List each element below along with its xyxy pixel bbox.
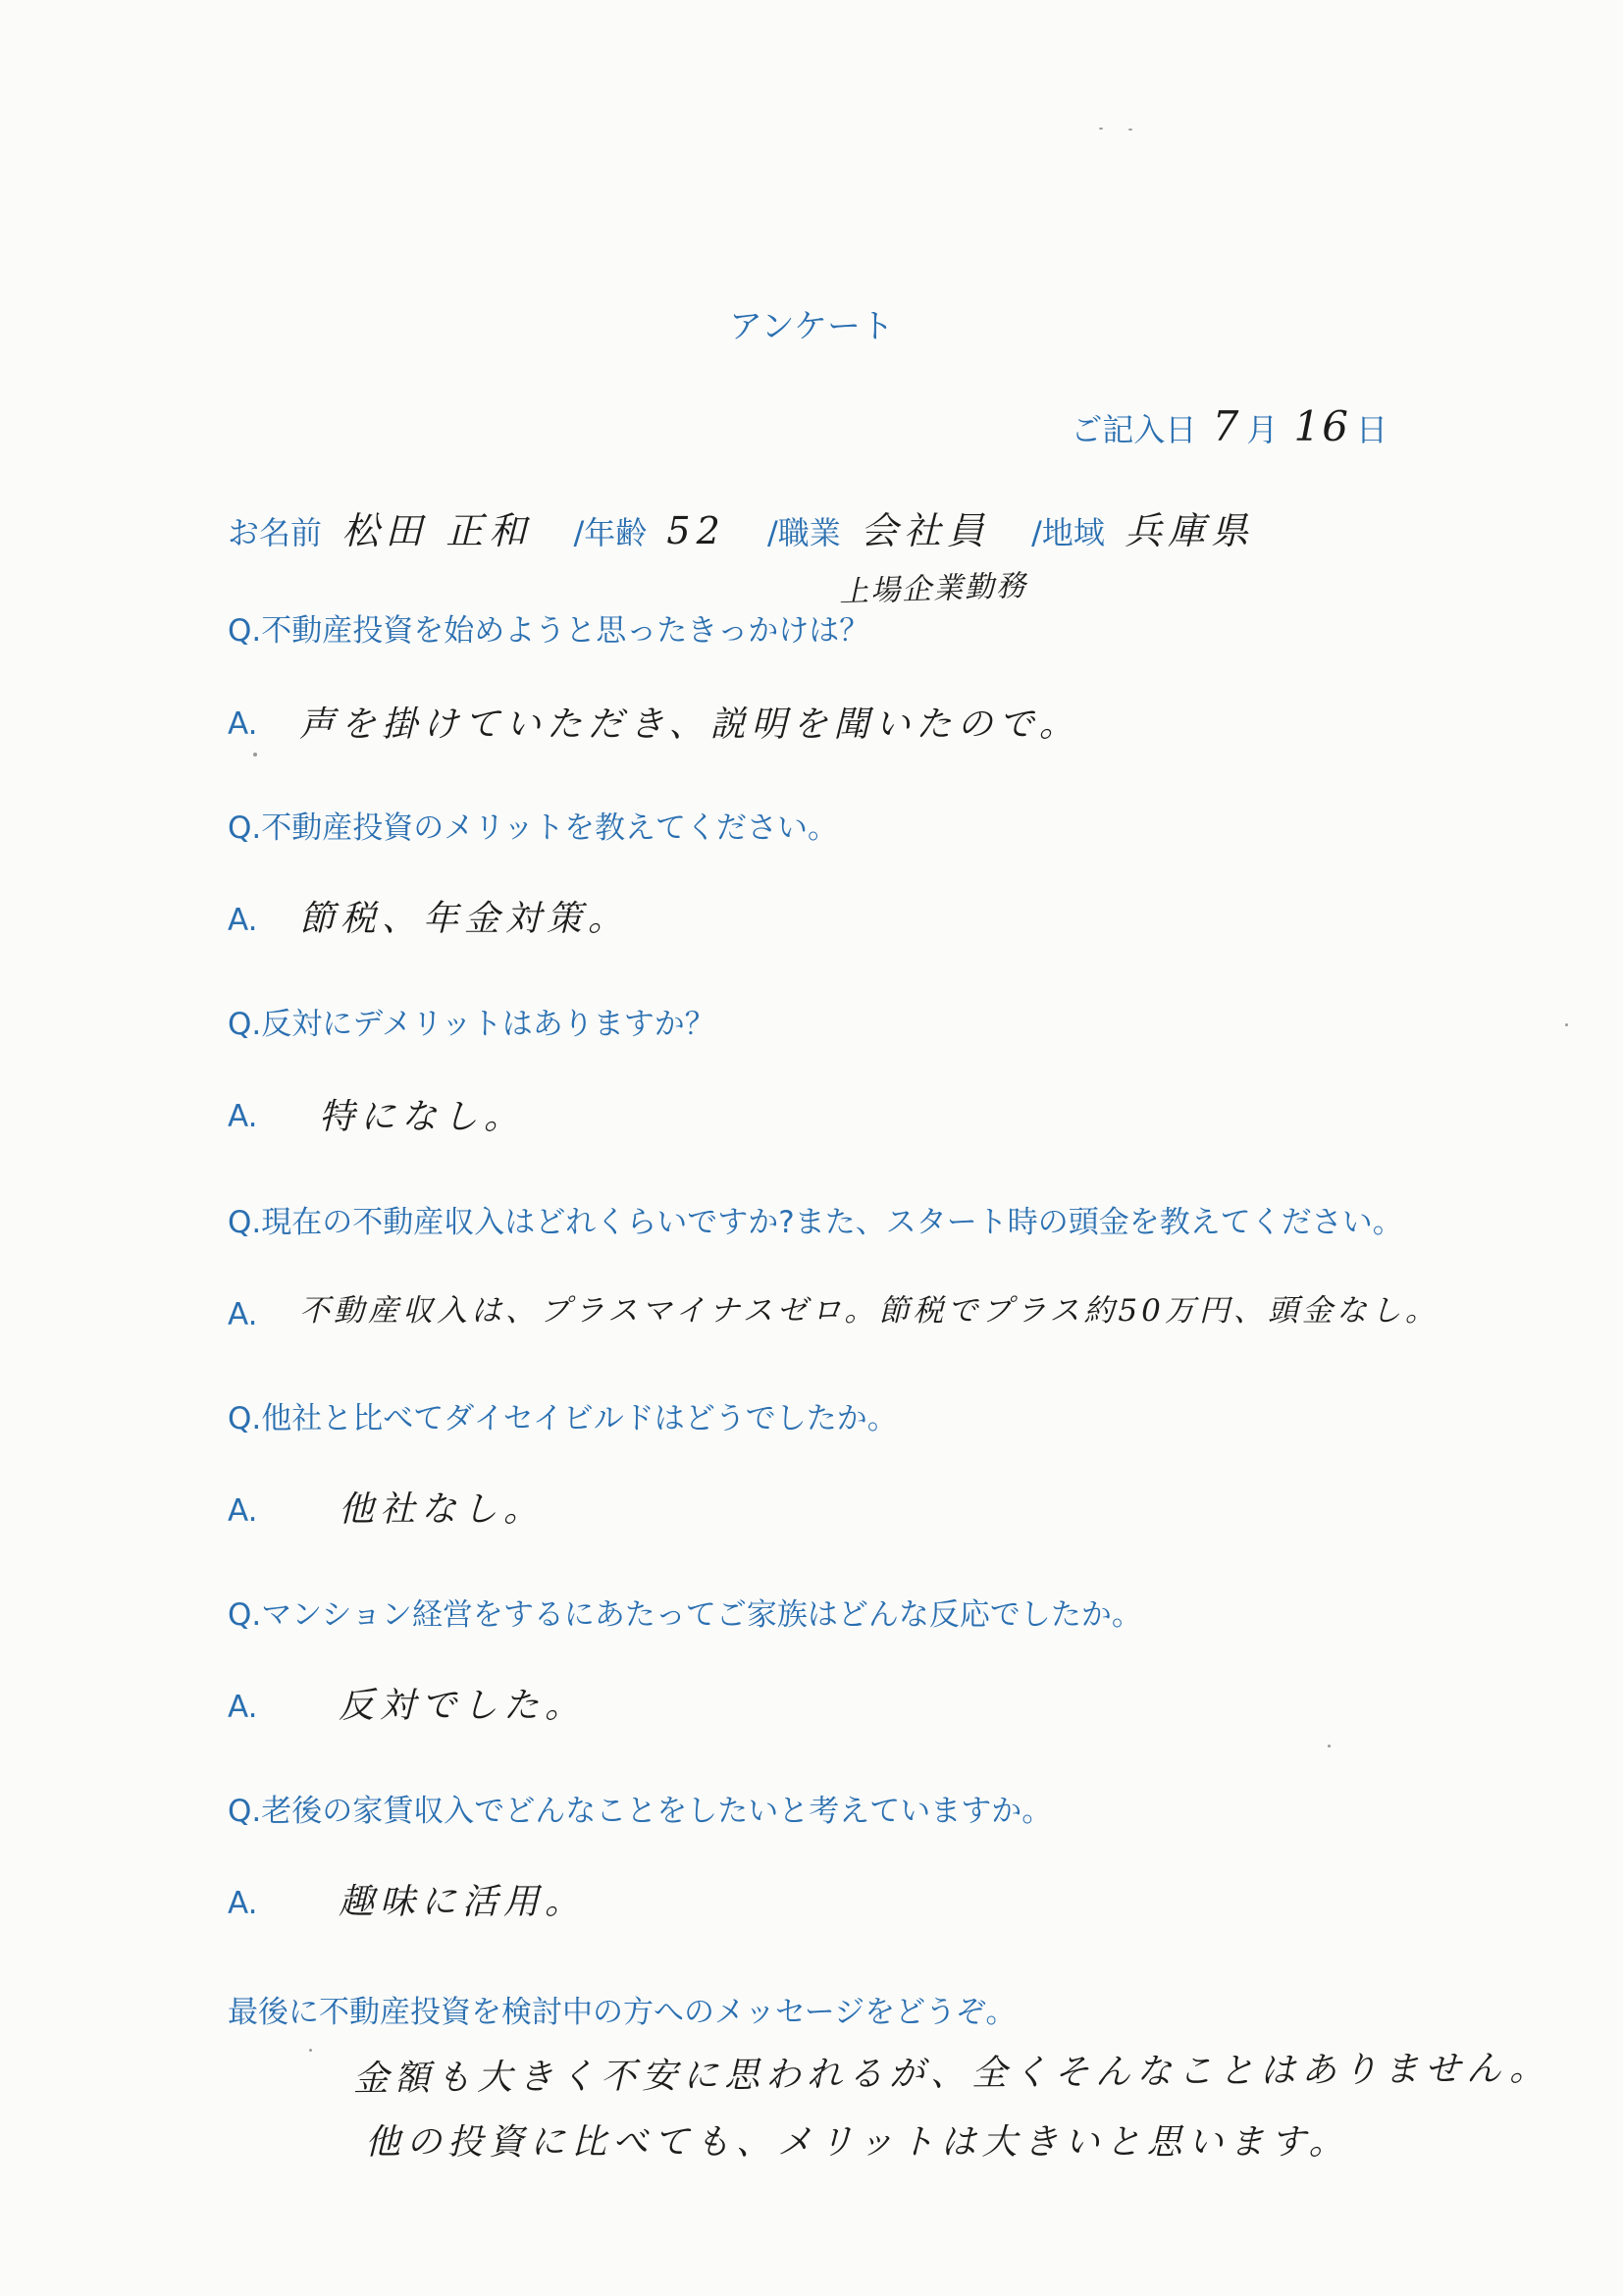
respondent-info xyxy=(228,500,1285,554)
question-1: Q.不動産投資を始めようと思ったきっかけは？ xyxy=(228,613,870,649)
answer-7: 趣味に活用。 xyxy=(339,1882,587,1922)
entry-date xyxy=(1071,402,1387,450)
answer-label-1: A. xyxy=(228,706,258,742)
answer-label-5: A. xyxy=(228,1493,258,1529)
occupation-value: 会社員 xyxy=(860,509,990,552)
answer-label-4: A. xyxy=(228,1297,258,1332)
entry-date-label: ご記入日 xyxy=(1071,411,1197,448)
answer-label-3: A. xyxy=(228,1099,258,1134)
answer-label-2: A. xyxy=(228,903,258,938)
question-4: Q.現在の不動産収入はどれくらいですか?また、スタート時の頭金を教えてください。 xyxy=(228,1205,1403,1240)
answer-4: 不動産収入は、プラスマイナスゼロ。節税でプラス約50万円、頭金なし。 xyxy=(299,1293,1440,1329)
entry-date-day: 16 xyxy=(1293,402,1350,450)
answer-label-7: A. xyxy=(228,1886,258,1921)
answer-1: 声を掛けていただき、説明を聞いたので。 xyxy=(299,704,1080,745)
question-6: Q.マンション経営をするにあたってご家族はどんな反応でしたか。 xyxy=(228,1597,1142,1633)
scan-speck xyxy=(1099,128,1103,130)
message-line-1: 金額も大きく不安に思われるが、全くそんなことはありません。 xyxy=(352,2048,1551,2100)
answer-6: 反対でした。 xyxy=(339,1686,587,1726)
answer-3: 特になし。 xyxy=(319,1097,526,1137)
question-5: Q.他社と比べてダイセイビルドはどうでしたか。 xyxy=(228,1401,898,1436)
day-unit: 日 xyxy=(1355,411,1387,448)
survey-title: アンケート xyxy=(729,307,894,346)
occupation-label: /職業 xyxy=(766,514,841,551)
month-unit: 月 xyxy=(1246,411,1279,448)
name-value: 松田 正和 xyxy=(341,509,533,552)
scan-speck xyxy=(253,753,257,757)
region-value: 兵庫県 xyxy=(1125,509,1255,552)
entry-date-month: 7 xyxy=(1212,402,1241,450)
question-7: Q.老後の家賃収入でどんなことをしたいと考えていますか。 xyxy=(228,1794,1053,1829)
age-label: /年齢 xyxy=(573,514,648,551)
scan-speck xyxy=(1328,1745,1331,1748)
scan-speck xyxy=(309,2049,312,2052)
message-question: 最後に不動産投資を検討中の方へのメッセージをどうぞ。 xyxy=(228,1995,1017,2030)
question-3: Q.反対にデメリットはありますか？ xyxy=(228,1007,715,1042)
answer-label-6: A. xyxy=(228,1690,258,1725)
scan-speck xyxy=(1565,1023,1568,1026)
occupation-note: 上場企業勤務 xyxy=(838,568,1028,610)
answer-5: 他社なし。 xyxy=(339,1489,546,1530)
scan-speck xyxy=(1128,129,1132,130)
age-value: 52 xyxy=(666,509,726,552)
region-label: /地域 xyxy=(1031,514,1105,551)
name-label: お名前 xyxy=(228,514,323,551)
answer-2: 節税、年金対策。 xyxy=(299,899,630,939)
message-line-2: 他の投資に比べても、メリットは大きいと思います。 xyxy=(365,2122,1350,2163)
question-2: Q.不動産投資のメリットを教えてください。 xyxy=(228,810,839,846)
